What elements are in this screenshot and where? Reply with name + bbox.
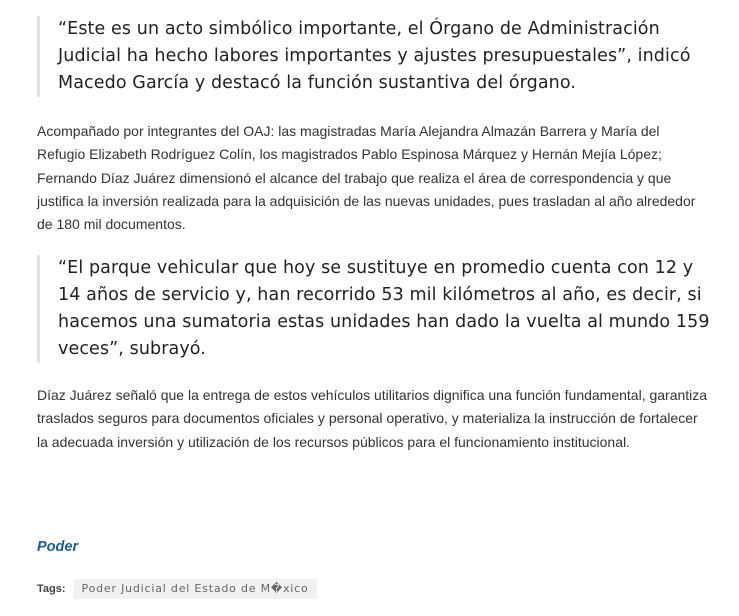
tags-row [37, 579, 317, 599]
category-link[interactable]: Poder [37, 539, 79, 555]
paragraph-2: Díaz Juárez señaló que la entrega de estos vehículos utilitarios dignifica una función fundamental, garantiza traslados seguros para documentos oficiales y personal operativo, y materializa la instrucción de fortalecer la adecuada inversión y utilización de los recursos públicos para el funcionamiento institucional. [37, 387, 708, 450]
tag-chip[interactable]: Poder Judicial del Estado de M�xico [74, 579, 317, 599]
tags-label: Tags: [37, 583, 66, 595]
quote-1: “Este es un acto simbólico importante, el Órgano de Administración Judicial ha hecho labores importantes y ajustes presupuestales”, indicó Macedo García y destacó la función sustantiva del órgano. [37, 16, 718, 97]
paragraph-1: Acompañado por integrantes del OAJ: las magistradas María Alejandra Almazán Barrera y María del Refugio Elizabeth Rodríguez Colín, los magistrados Pablo Espinosa Márquez y Hernán Mejía López; Fernando Díaz Juárez dimensionó el alcance del trabajo que realiza el área de correspondencia y que justifica la inversión realizada para la adquisición de las nuevas unidades, pues trasladan al año alrededor de 180 mil documentos. [37, 123, 696, 233]
quote-2: “El parque vehicular que hoy se sustituye en promedio cuenta con 12 y 14 años de servicio y, han recorrido 53 mil kilómetros al año, es decir, si hacemos una sumatoria estas unidades han dado la vuelta al mundo 159 veces”, subrayó. [37, 255, 718, 363]
